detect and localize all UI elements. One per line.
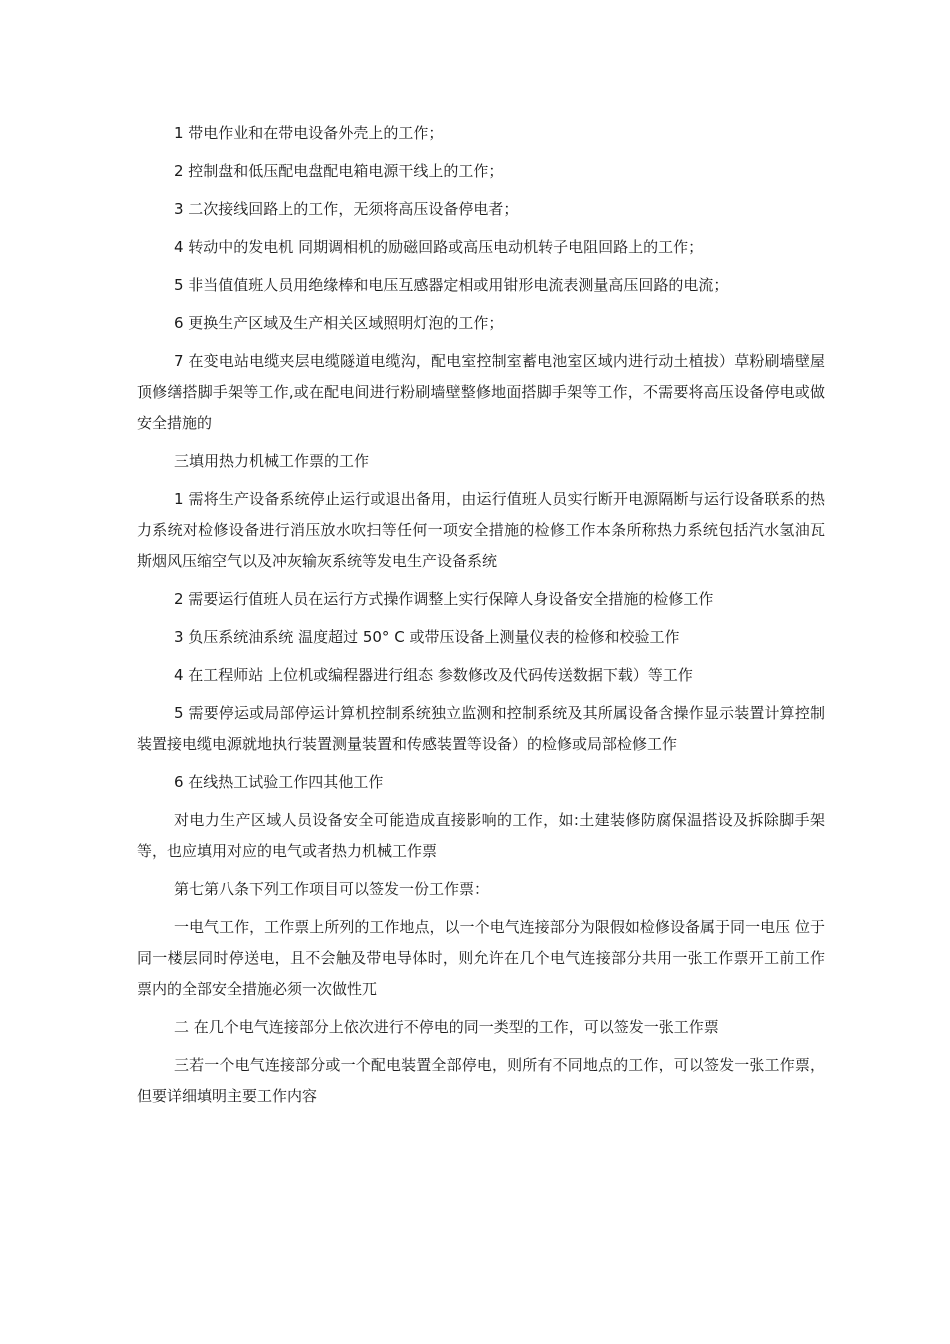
paragraph: 1 需将生产设备系统停止运行或退出备用，由运行值班人员实行断开电源隔断与运行设备联系的热力系统对检修设备进行消压放水吹扫等任何一项安全措施的检修工作本条所称热力系统包括汽水氢油瓦斯烟风压缩空气以及冲灰输灰系统等发电生产设备系统	[137, 490, 825, 570]
paragraph: 3 负压系统油系统 温度超过 50° C 或带压设备上测量仪表的检修和校验工作	[174, 628, 680, 646]
section-heading: 三填用热力机械工作票的工作	[174, 452, 370, 470]
paragraph: 6 在线热工试验工作四其他工作	[174, 773, 384, 791]
paragraph: 2 需要运行值班人员在运行方式操作调整上实行保障人身设备安全措施的检修工作	[174, 590, 714, 608]
paragraph: 对电力生产区域人员设备安全可能造成直接影响的工作，如:土建装修防腐保温搭设及拆除脚手架等，也应填用对应的电气或者热力机械工作票	[137, 811, 825, 860]
paragraph: 7 在变电站电缆夹层电缆隧道电缆沟，配电室控制室蓄电池室区域内进行动土植拔）草粉刷墙壁屋顶修缮搭脚手架等工作,或在配电间进行粉刷墙壁整修地面搭脚手架等工作，不需要将高压设备停电或做安全措施的	[137, 352, 825, 432]
paragraph: 4 在工程师站 上位机或编程器进行组态 参数修改及代码传送数据下载）等工作	[174, 666, 693, 684]
paragraph: 4 转动中的发电机 同期调相机的励磁回路或高压电动机转子电阻回路上的工作；	[174, 238, 704, 256]
paragraph: 一电气工作，工作票上所列的工作地点，以一个电气连接部分为限假如检修设备属于同一电压 位于同一楼层同时停送电，且不会触及带电导体时，则允许在几个电气连接部分共用一张工作票开工前工作票内的全部安全措施必须一次做性兀	[137, 918, 825, 998]
paragraph: 3 二次接线回路上的工作，无须将高压设备停电者；	[174, 200, 519, 218]
paragraph: 5 非当值值班人员用绝缘棒和电压互感器定相或用钳形电流表测量高压回路的电流；	[174, 276, 729, 294]
paragraph: 6 更换生产区域及生产相关区域照明灯泡的工作；	[174, 314, 504, 332]
paragraph: 三若一个电气连接部分或一个配电装置全部停电，则所有不同地点的工作，可以签发一张工作票，但要详细填明主要工作内容	[137, 1056, 825, 1105]
document-body	[137, 118, 825, 1119]
paragraph: 二 在几个电气连接部分上依次进行不停电的同一类型的工作，可以签发一张工作票	[174, 1018, 719, 1036]
paragraph: 1 带电作业和在带电设备外壳上的工作；	[174, 124, 444, 142]
paragraph: 5 需要停运或局部停运计算机控制系统独立监测和控制系统及其所属设备含操作显示装置计算控制装置接电缆电源就地执行装置测量装置和传感装置等设备）的检修或局部检修工作	[137, 704, 825, 753]
paragraph: 2 控制盘和低压配电盘配电箱电源干线上的工作；	[174, 162, 504, 180]
paragraph: 第七第八条下列工作项目可以签发一份工作票：	[174, 880, 490, 898]
